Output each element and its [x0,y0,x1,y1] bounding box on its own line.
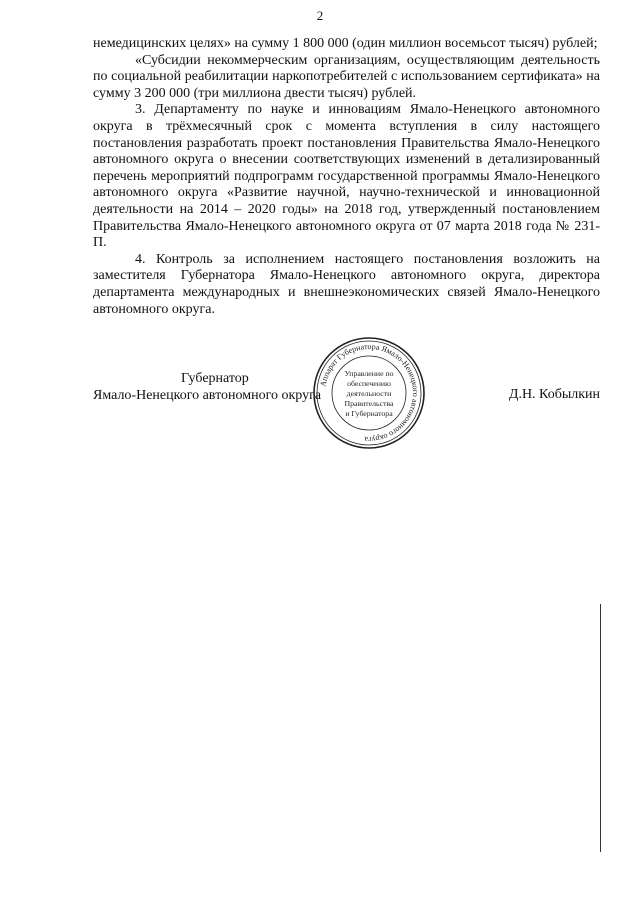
paragraph-subsidies: «Субсидии некоммерческим организациям, осуществляющим деятельность по социальной реабилитации наркопотребителей с использованием сертификата» на сумму 3 200 000 (три миллиона двести тысяч) рублей. [93,52,600,101]
seal-line: деятельности [346,389,392,398]
seal-line: Правительства [344,399,394,408]
paragraph-item-3: 3. Департаменту по науке и инновациям Ямало-Ненецкого автономного округа в трёхмесячный срок с момента вступления в силу настоящего постановления разработать проект постановления Правительства Ямало-Ненецкого автономного округа о внесении соответствующих изменений в детализированный перечень мероприятий подпрограмм государственной программы Ямало-Ненецкого автономного округа «Развитие научной, научно-технической и инновационной деятельности на 2014 – 2020 годы» на 2018 год, утвержденный постановлением Правительства Ямало-Ненецкого автономного округа от 07 марта 2018 года № 231-П. [93,102,600,251]
signatory-title [93,370,343,404]
seal-line: обеспечению [347,379,391,388]
seal-ring-text: Аппарат Губернатора Ямало-Ненецкого автономного округа [318,341,421,445]
signatory-name: Д.Н. Кобылкин [508,387,600,402]
scan-margin-line [600,604,601,852]
official-seal-stamp [312,336,426,450]
paragraph-continuation: немедицинских целях» на сумму 1 800 000 (один миллион восемьсот тысяч) рублей; [93,36,598,51]
page-number: 2 [316,8,324,23]
document-body [93,36,600,318]
seal-line: и Губернатора [345,409,393,418]
signatory-region: Ямало-Ненецкого автономного округа [93,388,322,403]
seal-line: Управление по [344,369,394,378]
paragraph-item-4: 4. Контроль за исполнением настоящего постановления возложить на заместителя Губернатора Ямало-Ненецкого автономного округа, директора департамента международных и внешнеэкономических связей Ямало-Ненецкого автономного округа. [93,251,600,317]
signatory-position: Губернатор [181,371,249,386]
